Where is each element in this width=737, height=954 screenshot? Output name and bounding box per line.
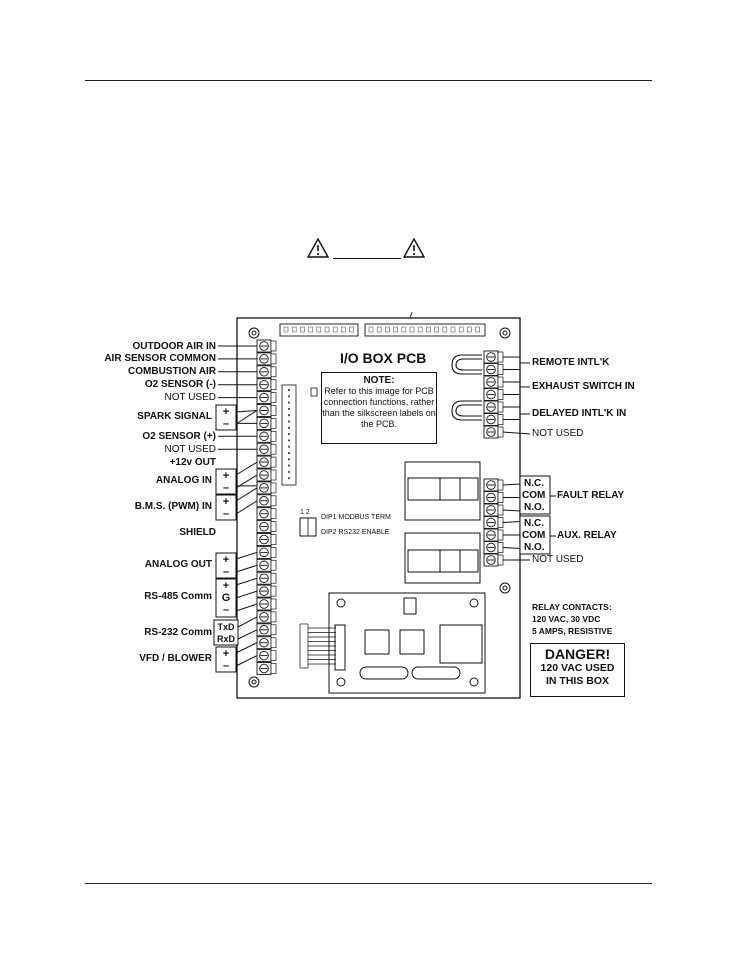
fault-com: COM bbox=[522, 490, 546, 501]
terminal-tab bbox=[271, 444, 276, 454]
header-pin bbox=[288, 471, 290, 473]
label-exhaust-switch-in: EXHAUST SWITCH IN bbox=[532, 381, 635, 392]
relay-contacts-line1: RELAY CONTACTS: bbox=[532, 602, 612, 612]
rs485-plus: + bbox=[222, 580, 230, 592]
label-aux-relay: AUX. RELAY bbox=[557, 530, 617, 541]
analog-out-plus: + bbox=[222, 554, 230, 566]
bms-plus: + bbox=[222, 496, 230, 508]
note-box bbox=[321, 372, 437, 444]
label-remote-intlk: REMOTE INTL'K bbox=[532, 357, 610, 368]
terminal-tab bbox=[498, 480, 503, 490]
terminal-tab bbox=[271, 651, 276, 661]
terminal-tab bbox=[498, 427, 503, 437]
terminal-tab bbox=[271, 431, 276, 441]
header-pin bbox=[288, 408, 290, 410]
board-title: I/O BOX PCB bbox=[340, 350, 427, 366]
rs232-txd: TxD bbox=[217, 622, 235, 632]
terminal-tab bbox=[271, 483, 276, 493]
dip1-label: DIP1 MODBUS TERM bbox=[321, 514, 391, 521]
label-rs485-comm: RS-485 Comm bbox=[144, 591, 212, 602]
rs485-g: G bbox=[221, 592, 231, 604]
ribbon-connector bbox=[300, 624, 308, 668]
spark-plus: + bbox=[222, 406, 230, 418]
header-pin bbox=[288, 427, 290, 429]
label-analog-out: ANALOG OUT bbox=[144, 559, 212, 570]
terminal-tab bbox=[498, 415, 503, 425]
bms-minus: – bbox=[222, 508, 230, 520]
analog-in-minus: – bbox=[222, 482, 230, 494]
label-combustion-air: COMBUSTION AIR bbox=[128, 366, 216, 377]
danger-title: DANGER! bbox=[544, 646, 611, 662]
dip-numbers: 1 2 bbox=[300, 509, 310, 516]
dip2-label: DIP2 RS232 ENABLE bbox=[321, 529, 390, 536]
terminal-tab bbox=[498, 518, 503, 528]
header-pin bbox=[288, 446, 290, 448]
header-pin bbox=[288, 395, 290, 397]
terminal-tab bbox=[498, 530, 503, 540]
spark-minus: – bbox=[222, 418, 230, 430]
terminal-tab bbox=[271, 612, 276, 622]
note-title: NOTE: bbox=[363, 375, 395, 386]
header-pin bbox=[288, 465, 290, 467]
terminal-tab bbox=[498, 555, 503, 565]
label-rs232-comm: RS-232 Comm bbox=[144, 627, 212, 638]
danger-line1: 120 VAC USED bbox=[540, 662, 615, 674]
header-pin bbox=[288, 414, 290, 416]
header-pin bbox=[288, 477, 290, 479]
aux-com: COM bbox=[522, 530, 546, 541]
terminal-tab bbox=[271, 457, 276, 467]
label-analog-in: ANALOG IN bbox=[155, 475, 212, 486]
label-spark-signal: SPARK SIGNAL bbox=[137, 411, 212, 422]
terminal-tab bbox=[498, 543, 503, 553]
header-pin bbox=[288, 452, 290, 454]
label-not-used-right-2: NOT USED bbox=[532, 554, 584, 565]
header-pin bbox=[288, 458, 290, 460]
terminal-tab bbox=[498, 390, 503, 400]
label-not-used-right-1: NOT USED bbox=[532, 428, 584, 439]
danger-box bbox=[530, 643, 625, 697]
terminal-tab bbox=[498, 377, 503, 387]
terminal-tab bbox=[271, 470, 276, 480]
header-pin bbox=[288, 439, 290, 441]
relay-contacts-info bbox=[532, 601, 612, 637]
relay-contacts-line2: 120 VAC, 30 VDC bbox=[532, 614, 601, 624]
terminal-tab bbox=[271, 625, 276, 635]
terminal-tab bbox=[498, 365, 503, 375]
label-o2-sensor-plus: O2 SENSOR (+) bbox=[142, 431, 216, 442]
terminal-tab bbox=[498, 493, 503, 503]
terminal-tab bbox=[271, 573, 276, 583]
header-pin bbox=[288, 421, 290, 423]
label-delayed-intlk-in: DELAYED INTL'K IN bbox=[532, 408, 627, 419]
terminal-tab bbox=[498, 505, 503, 515]
fault-no: N.O. bbox=[524, 502, 545, 513]
terminal-tab bbox=[271, 418, 276, 428]
fault-nc: N.C. bbox=[524, 478, 544, 489]
danger-line2: IN THIS BOX bbox=[545, 675, 609, 687]
terminal-tab bbox=[498, 402, 503, 412]
terminal-tab bbox=[271, 509, 276, 519]
label-vfd-blower: VFD / BLOWER bbox=[139, 653, 212, 664]
aux-no: N.O. bbox=[524, 542, 545, 553]
header-pin bbox=[288, 389, 290, 391]
terminal-tab bbox=[271, 341, 276, 351]
relay-contacts-line3: 5 AMPS, RESISTIVE bbox=[532, 626, 613, 636]
label-bms-pwm-in: B.M.S. (PWM) IN bbox=[134, 501, 212, 512]
label-not-used-2: NOT USED bbox=[164, 444, 216, 455]
label-not-used-1: NOT USED bbox=[164, 392, 216, 403]
terminal-tab bbox=[271, 547, 276, 557]
label-o2-sensor-minus: O2 SENSOR (-) bbox=[144, 379, 216, 390]
label-air-sensor-common: AIR SENSOR COMMON bbox=[104, 353, 216, 364]
terminal-tab bbox=[271, 496, 276, 506]
terminal-tab bbox=[271, 664, 276, 674]
label-fault-relay: FAULT RELAY bbox=[557, 490, 625, 501]
terminal-tab bbox=[498, 352, 503, 362]
label-12v-out: +12v OUT bbox=[169, 457, 216, 468]
label-shield: SHIELD bbox=[179, 527, 216, 538]
terminal-tab bbox=[271, 367, 276, 377]
analog-out-minus: – bbox=[222, 566, 230, 578]
rs485-minus: – bbox=[222, 604, 230, 616]
header-pin bbox=[288, 402, 290, 404]
vfd-plus: + bbox=[222, 648, 230, 660]
terminal-tab bbox=[271, 560, 276, 570]
aux-nc: N.C. bbox=[524, 518, 544, 529]
label-outdoor-air-in: OUTDOOR AIR IN bbox=[132, 341, 216, 352]
terminal-tab bbox=[271, 393, 276, 403]
analog-in-plus: + bbox=[222, 470, 230, 482]
left-header-pins bbox=[288, 389, 290, 479]
vfd-minus: – bbox=[222, 660, 230, 672]
rs232-rxd: RxD bbox=[216, 634, 235, 644]
terminal-tab bbox=[271, 522, 276, 532]
terminal-tab bbox=[271, 406, 276, 416]
note-text: Refer to this image for PCB connection functions, rather than the silkscreen labels on the PCB. bbox=[322, 386, 436, 429]
terminal-tab bbox=[271, 586, 276, 596]
terminal-tab bbox=[271, 535, 276, 545]
terminal-tab bbox=[271, 599, 276, 609]
terminal-tab bbox=[271, 380, 276, 390]
header-pin bbox=[288, 433, 290, 435]
terminal-tab bbox=[271, 638, 276, 648]
terminal-tab bbox=[271, 354, 276, 364]
